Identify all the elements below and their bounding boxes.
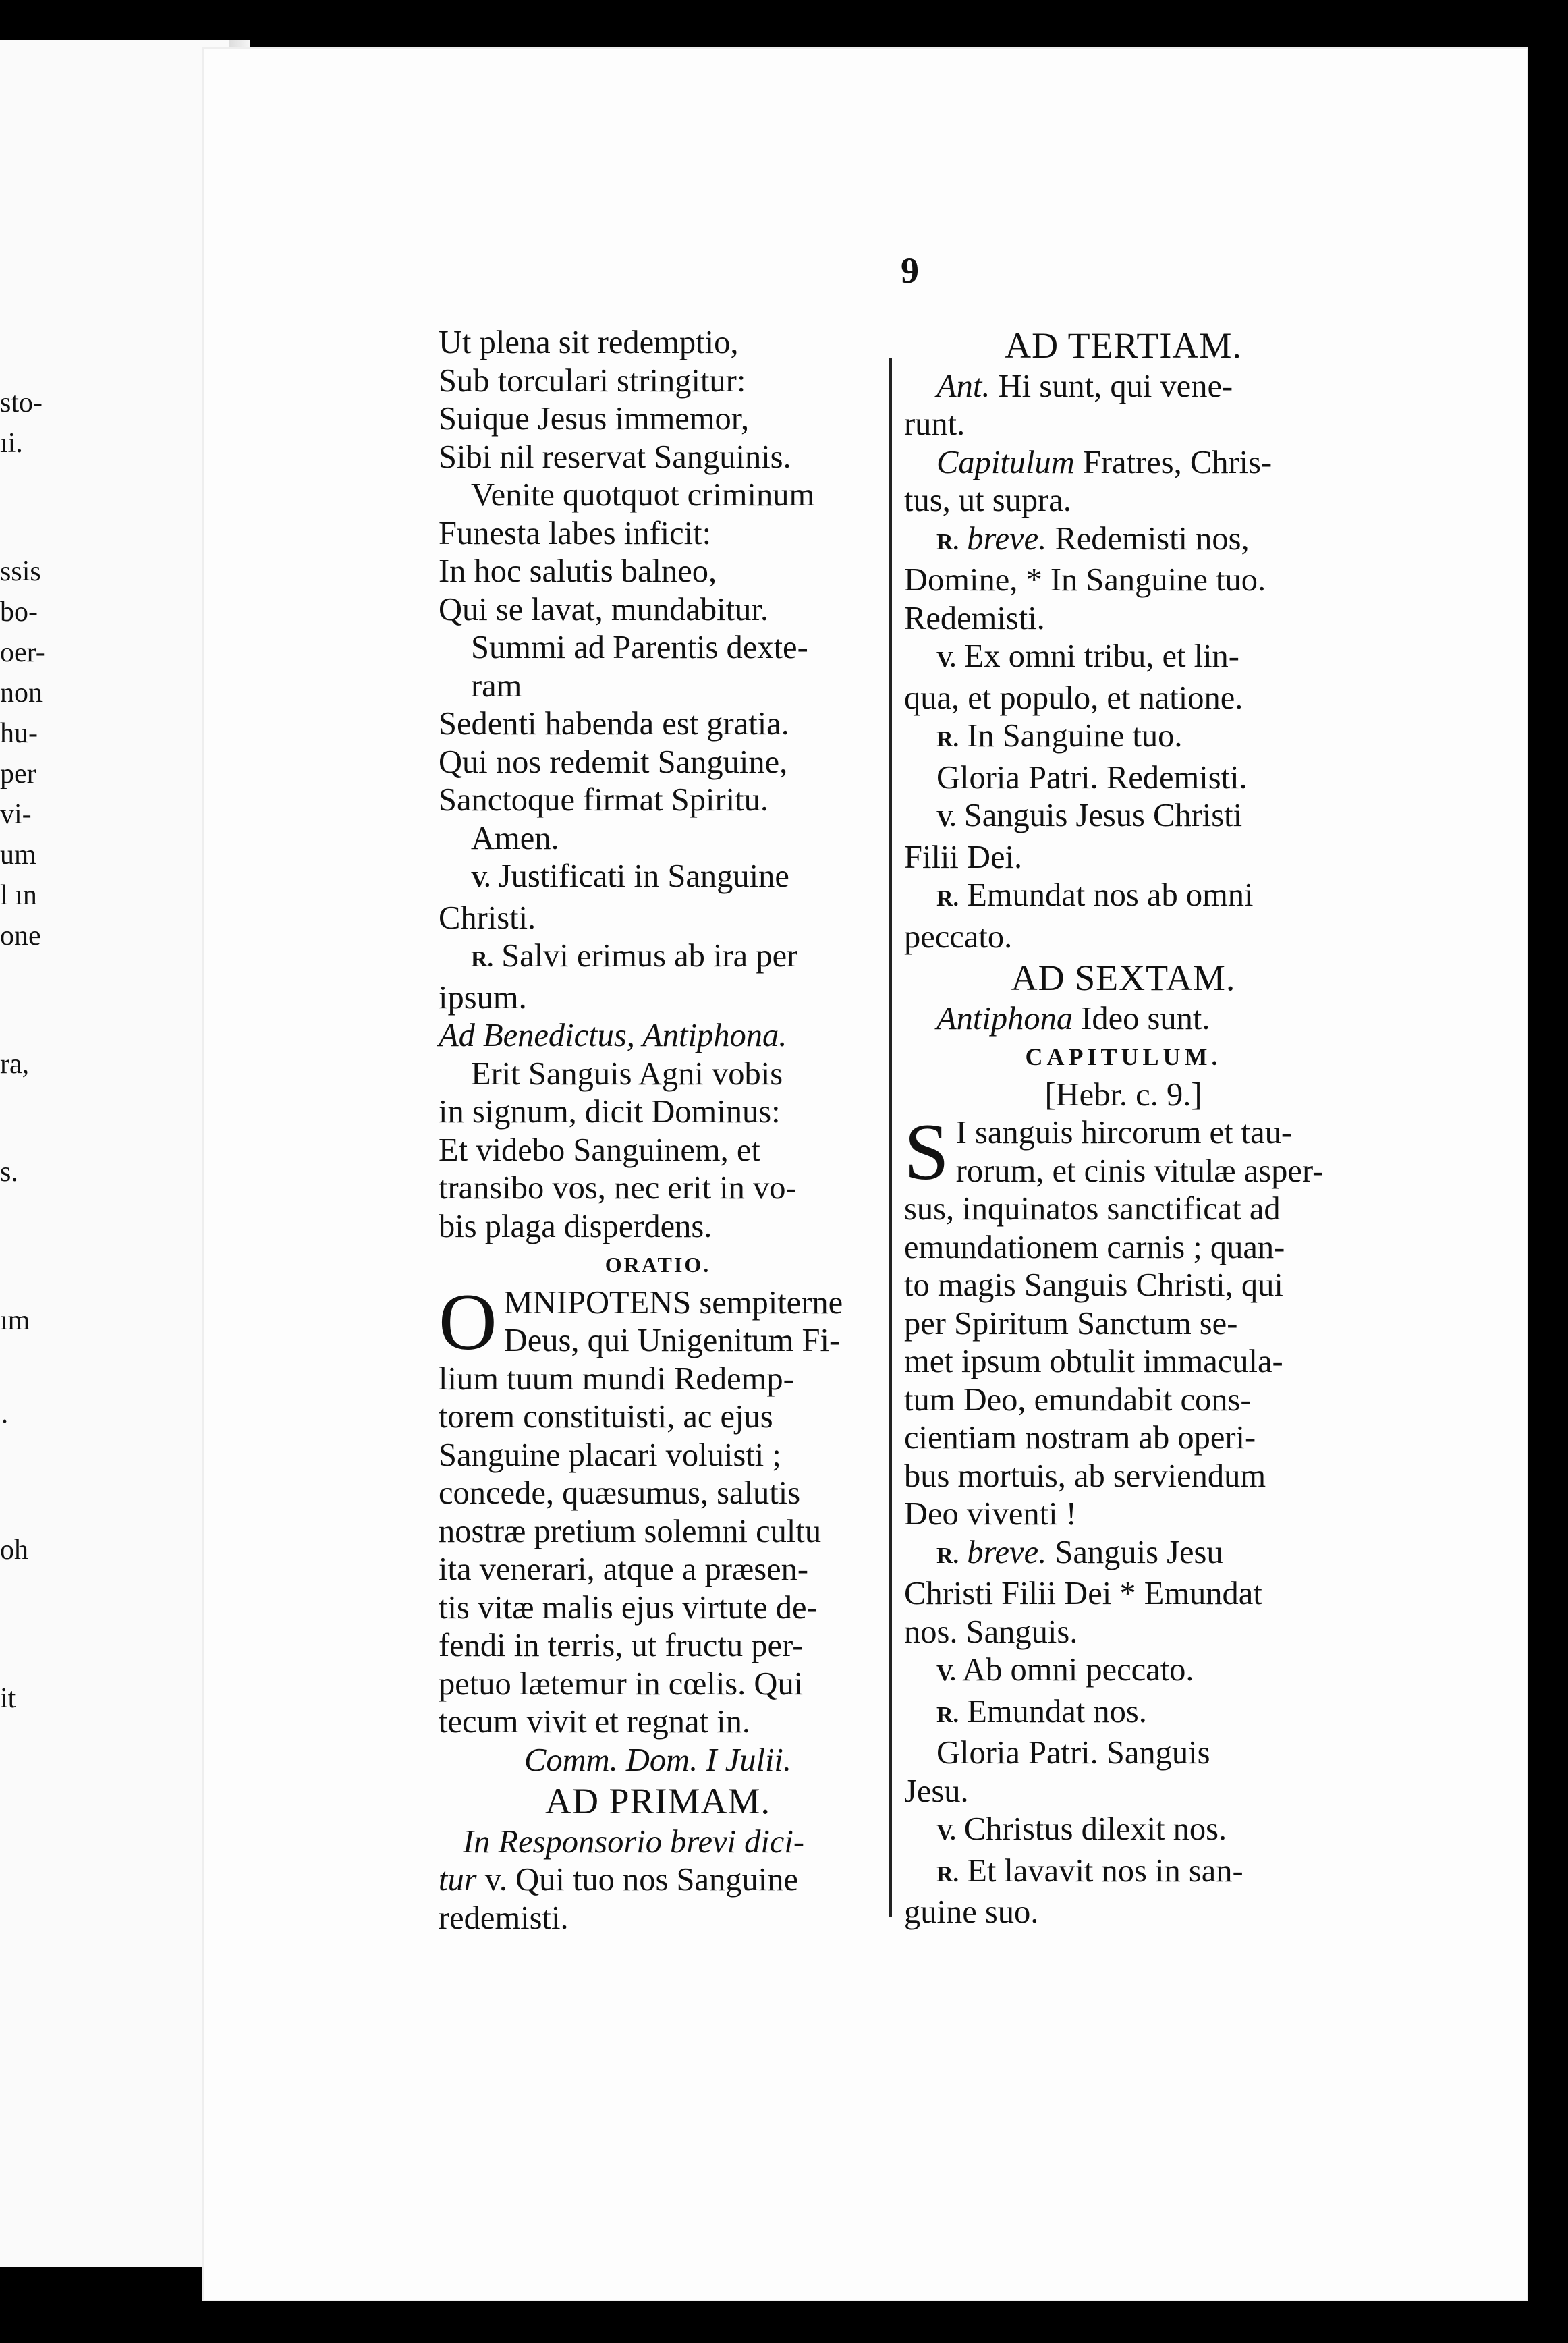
- line-text: Fratres, Chris-: [1074, 444, 1272, 480]
- text-line: [904, 482, 1343, 520]
- text-line: [439, 858, 877, 900]
- hymn-line: Sub torculari stringitur:: [439, 362, 746, 399]
- text-line: sus, inquinatos sanctificat ad: [904, 1191, 1281, 1227]
- text-line: [904, 1651, 1343, 1693]
- text-line: [904, 1811, 1343, 1852]
- text-line: emundationem carnis ; quan-: [904, 1229, 1285, 1265]
- oratio-heading: ORATIO.: [605, 1252, 711, 1277]
- text-line: per Spiritum Sanctum se-: [904, 1305, 1238, 1342]
- text-line: [904, 1734, 1343, 1773]
- hymn-line: Ut plena sit redemptio,: [439, 325, 739, 360]
- facing-page-fragment: l ın: [0, 880, 37, 911]
- rubric-mark: V.: [936, 806, 956, 831]
- text-line: tis vitæ malis ejus virtute de-: [439, 1589, 818, 1626]
- rubric-text: breve.: [959, 1534, 1047, 1570]
- facing-page-fragment: um: [0, 839, 36, 871]
- text-line: Deo viventi !: [904, 1496, 1077, 1532]
- facing-page-fragment: ·: [0, 1406, 9, 1437]
- ad-sextam-heading: AD SEXTAM.: [1011, 958, 1236, 998]
- rubric-mark: V.: [471, 867, 491, 892]
- line-text: runt.: [904, 406, 965, 442]
- text-line: [904, 1894, 1343, 1932]
- line-text: In Sanguine tuo.: [959, 718, 1183, 754]
- text-line: concede, quæsumus, salutis: [439, 1475, 801, 1511]
- antiphon-line: transibo vos, nec erit in vo-: [439, 1170, 797, 1206]
- text-line: [904, 759, 1343, 798]
- hymn-line: Qui se lavat, mundabitur.: [439, 591, 768, 628]
- hymn-line: Suique Jesus immemor,: [439, 401, 750, 437]
- text-line: Sanguine placari voluisti ;: [439, 1437, 781, 1473]
- text-line: to magis Sanguis Christi, qui: [904, 1267, 1283, 1303]
- rubric-text: Capitulum: [936, 444, 1075, 480]
- text-line: [904, 1852, 1343, 1894]
- text-line: [904, 561, 1343, 600]
- comm-line: [439, 1742, 877, 1780]
- line-text: v. Qui tuo nos Sanguine: [476, 1862, 799, 1898]
- line-text: Ex omni tribu, et lin-: [955, 638, 1239, 674]
- rubric-mark: V.: [936, 1661, 956, 1686]
- antiphon-line: bis plaga disperdens.: [439, 1208, 712, 1244]
- text-line: [904, 717, 1343, 759]
- rubric-mark: V.: [936, 1820, 956, 1845]
- line-text: Salvi erimus ab ira per: [493, 938, 798, 974]
- rubric-text: Antiphona: [936, 1000, 1073, 1037]
- facing-page: [0, 40, 229, 2267]
- text-line: [904, 877, 1343, 918]
- right-column: [904, 324, 1343, 1932]
- hebr-reference: [Hebr. c. 9.]: [1044, 1076, 1202, 1113]
- line-text: Christi Filii Dei * Emundat: [904, 1576, 1262, 1611]
- rubric-mark: R.: [936, 1702, 959, 1728]
- text-line: [904, 368, 1343, 406]
- text-line: [904, 1534, 1343, 1576]
- line-text: Christus dilexit nos.: [955, 1811, 1227, 1847]
- line-text: Ab omni peccato.: [955, 1652, 1194, 1688]
- facing-page-fragment: ssis: [0, 556, 41, 587]
- line-text: Sanguis Jesus Christi: [955, 798, 1243, 833]
- line-text: Et lavavit nos in san-: [959, 1852, 1243, 1889]
- text-line: [904, 1000, 1343, 1039]
- drop-cap: S: [904, 1107, 949, 1196]
- drop-cap: O: [439, 1276, 497, 1367]
- facing-page-fragment: ıi.: [0, 428, 23, 459]
- rubric-mark: R.: [936, 727, 959, 752]
- text-line: [439, 937, 877, 979]
- hymn-line: Sibi nil reservat Sanguinis.: [439, 439, 791, 475]
- text-line: tecum vivit et regnat in.: [439, 1704, 750, 1740]
- ad-tertiam-heading: AD TERTIAM.: [1005, 325, 1242, 366]
- rubric-text: Ant.: [936, 368, 990, 404]
- text-line: MNIPOTENS sempiterne: [503, 1284, 843, 1321]
- antiphon-line: Erit Sanguis Agni vobis: [471, 1055, 783, 1092]
- text-line: [904, 406, 1343, 444]
- text-line: rorum, et cinis vitulæ asper-: [955, 1153, 1324, 1189]
- rubric-mark: R.: [936, 1543, 959, 1568]
- text-line: Christi.: [439, 900, 536, 936]
- line-text: Justificati in Sanguine: [490, 858, 789, 894]
- text-line: [904, 444, 1343, 483]
- ad-primam-heading: AD PRIMAM.: [544, 1781, 771, 1821]
- text-line: met ipsum obtulit immacula-: [904, 1344, 1283, 1379]
- text-line: ipsum.: [439, 979, 527, 1016]
- chapter-paragraph: [904, 1107, 1343, 1534]
- column-divider: [889, 358, 892, 1917]
- text-line: fendi in terris, ut fructu per-: [439, 1628, 804, 1663]
- facing-page-fragment: hu-: [0, 718, 38, 749]
- hymn-line: Funesta labes inficit:: [439, 515, 712, 551]
- hymn-line: Sedenti habenda est gratia.: [439, 706, 789, 742]
- hymn-line: Venite quotquot criminum: [471, 477, 815, 513]
- line-text: Domine, * In Sanguine tuo.: [904, 562, 1266, 598]
- facing-page-fragment: per: [0, 759, 36, 790]
- facing-page-fragment: bo-: [0, 597, 38, 628]
- rubric-mark: R.: [936, 1861, 959, 1887]
- text-line: I sanguis hircorum et tau-: [955, 1115, 1293, 1151]
- facing-page-fragment: vi-: [0, 799, 32, 830]
- line-text: Gloria Patri. Redemisti.: [936, 759, 1248, 796]
- rubric-mark: R.: [936, 886, 959, 911]
- text-line: [904, 839, 1343, 877]
- line-text: peccato.: [904, 918, 1013, 955]
- hymn-line: Sanctoque firmat Spiritu.: [439, 782, 768, 818]
- benedictus-heading: [439, 1017, 877, 1055]
- line-text: Emundat nos ab omni: [959, 877, 1254, 913]
- hymn-line: In hoc salutis balneo,: [439, 553, 717, 589]
- hymn-line: Qui nos redemit Sanguine,: [439, 744, 788, 780]
- line-text: Emundat nos.: [959, 1693, 1147, 1730]
- text-line: [904, 797, 1343, 839]
- facing-page-fragment: ım: [0, 1305, 30, 1336]
- text-line: tum Deo, emundabit cons-: [904, 1381, 1252, 1418]
- line-text: qua, et populo, et natione.: [904, 680, 1243, 716]
- line-text: Sanguis Jesu: [1046, 1534, 1223, 1570]
- facing-page-fragment: s.: [0, 1157, 18, 1188]
- text-line: nostræ pretium solemni cultu: [439, 1513, 822, 1549]
- text-line: lium tuum mundi Redemp-: [439, 1360, 794, 1397]
- line-text: guine suo.: [904, 1894, 1039, 1930]
- text-line: [904, 1614, 1343, 1652]
- text-line: redemisti.: [439, 1900, 569, 1936]
- line-text: Ideo sunt.: [1073, 1000, 1210, 1037]
- facing-page-fragment: oer-: [0, 637, 45, 668]
- text-line: [904, 600, 1343, 638]
- line-text: Hi sunt, qui vene-: [990, 368, 1233, 404]
- rubric-mark: R.: [936, 529, 959, 555]
- rubric-text: Comm. Dom. I Julii.: [524, 1742, 792, 1778]
- line-text: Filii Dei.: [904, 839, 1023, 875]
- rubric-text: In Responsorio brevi dici-: [463, 1823, 805, 1860]
- text-line: [904, 1693, 1343, 1735]
- facing-page-fragment: oh: [0, 1535, 28, 1566]
- facing-page-fragment: ra,: [0, 1049, 30, 1080]
- text-line: [904, 638, 1343, 680]
- left-column: [439, 324, 877, 1937]
- oratio-paragraph: [439, 1276, 877, 1742]
- text-line: [439, 1823, 877, 1862]
- rubric-text: tur: [439, 1862, 477, 1898]
- hymn-line: Amen.: [471, 820, 559, 856]
- facing-page-fragment: it: [0, 1683, 16, 1714]
- text-line: petuo lætemur in cœlis. Qui: [439, 1665, 804, 1702]
- rubric-text: Ad Benedictus, Antiphona.: [439, 1018, 787, 1053]
- line-text: tus, ut supra.: [904, 483, 1071, 518]
- hymn-line: ram: [471, 667, 522, 704]
- text-line: Deus, qui Unigenitum Fi-: [503, 1323, 841, 1358]
- rubric-mark: R.: [471, 947, 494, 972]
- text-line: [904, 680, 1343, 718]
- antiphon-line: Et videbo Sanguinem, et: [439, 1132, 760, 1168]
- page-number: 9: [901, 250, 919, 291]
- text-line: [904, 1575, 1343, 1614]
- facing-page-fragment: non: [0, 678, 43, 709]
- antiphon-line: in signum, dicit Dominus:: [439, 1094, 781, 1130]
- text-line: [904, 918, 1343, 957]
- line-text: Redemisti.: [904, 600, 1045, 636]
- line-text: Gloria Patri. Sanguis: [936, 1735, 1210, 1771]
- text-line: bus mortuis, ab serviendum: [904, 1458, 1266, 1494]
- line-text: Jesu.: [904, 1773, 969, 1809]
- text-line: [904, 520, 1343, 562]
- rubric-mark: V.: [936, 647, 956, 672]
- facing-page-fragment: one: [0, 920, 41, 952]
- hymn-line: Summi ad Parentis dexte-: [471, 630, 808, 665]
- facing-page-fragment: sto-: [0, 387, 43, 418]
- text-line: [439, 1861, 877, 1900]
- line-text: nos. Sanguis.: [904, 1614, 1078, 1650]
- text-line: cientiam nostram ab operi-: [904, 1420, 1256, 1456]
- text-line: ita venerari, atque a præsen-: [439, 1551, 809, 1587]
- capitulum-heading: CAPITULUM.: [1025, 1043, 1222, 1070]
- text-line: [904, 1773, 1343, 1811]
- line-text: Redemisti nos,: [1046, 520, 1250, 557]
- rubric-text: breve.: [959, 520, 1047, 557]
- text-line: torem constituisti, ac ejus: [439, 1399, 773, 1435]
